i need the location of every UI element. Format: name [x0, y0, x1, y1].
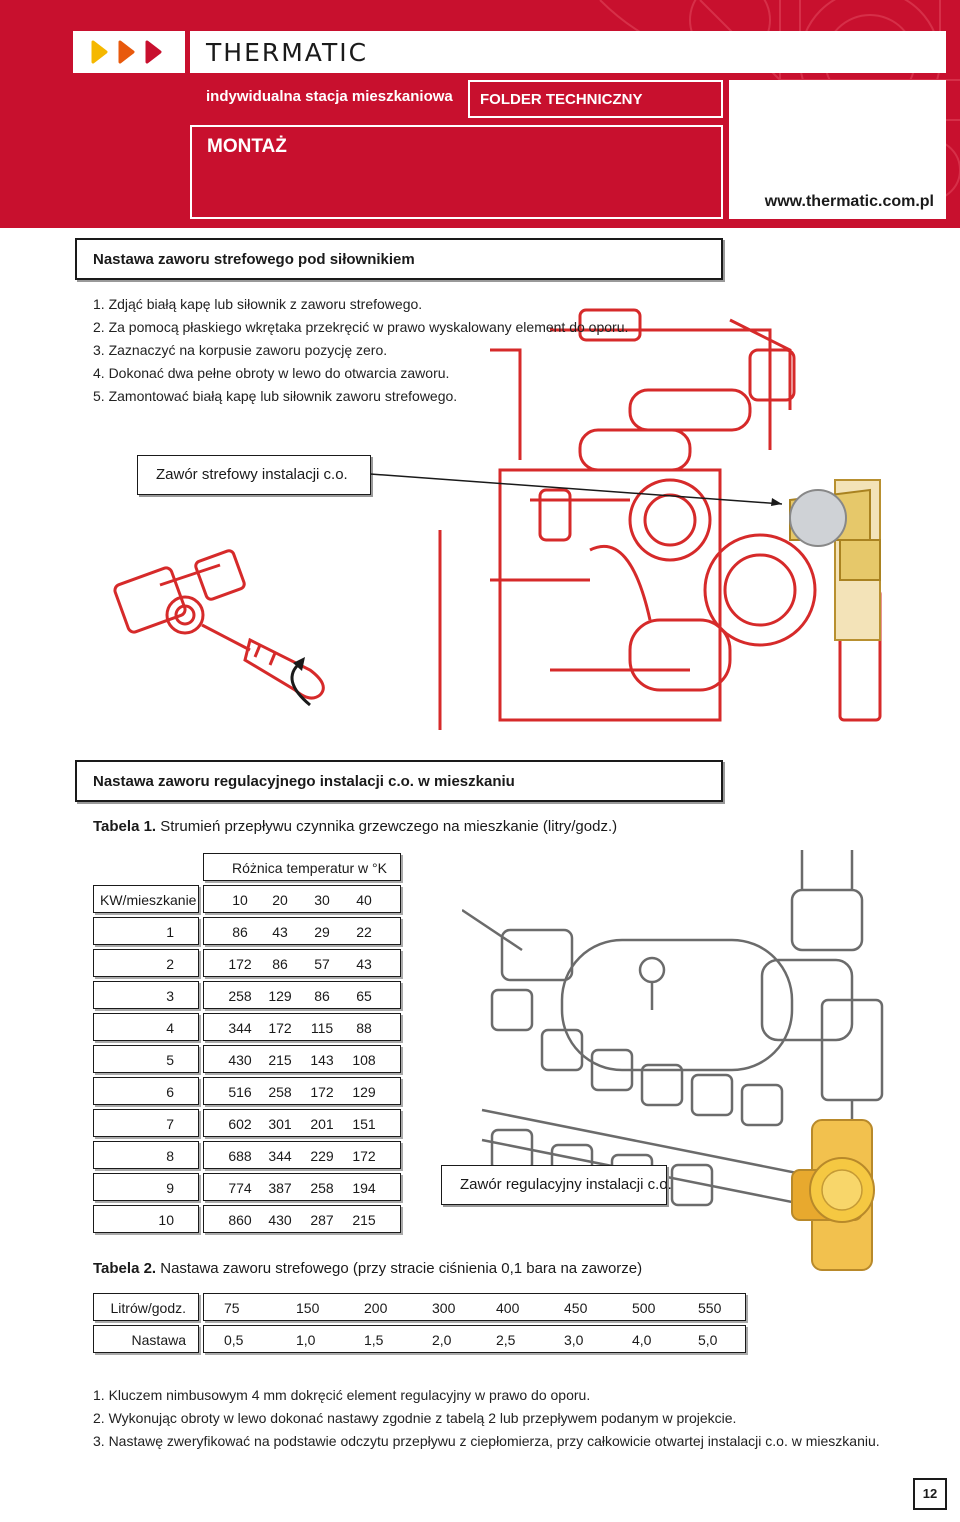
flow-value: 688: [228, 1148, 252, 1164]
flow-value: 344: [228, 1020, 252, 1036]
section-heading-zone-valve: [75, 238, 723, 280]
screwdriver-valve-drawing: [110, 545, 350, 715]
setting-value: 4,0: [632, 1332, 652, 1348]
flow-value: 143: [310, 1052, 334, 1068]
flow-value: 115: [310, 1020, 334, 1036]
header-banner: [0, 0, 960, 228]
flow-value: 301: [268, 1116, 292, 1132]
flow-value: 258: [310, 1180, 334, 1196]
row-label-text: Litrów/godz.: [110, 1300, 186, 1316]
table1-row-values: [203, 949, 401, 977]
section-title-box: [190, 125, 723, 219]
table1-row-label: [93, 1173, 199, 1201]
table1-caption-label: Tabela 1.: [93, 818, 157, 835]
callout-text: Zawór regulacyjny instalacji c.o.: [460, 1176, 672, 1193]
table1-row-values: [203, 1045, 401, 1073]
kw-value: 1: [166, 924, 174, 940]
brand-bar: [190, 31, 946, 73]
heading-text: Nastawa zaworu strefowego pod siłownikiem: [93, 251, 415, 268]
flow-value: 215: [268, 1052, 292, 1068]
table1-row-label: [93, 917, 199, 945]
setting-value: 1,5: [364, 1332, 384, 1348]
table1-row-label: [93, 1109, 199, 1137]
manifold-illustration: [462, 850, 940, 1280]
table1-row-values: [203, 1109, 401, 1137]
flow-value: 172: [268, 1020, 292, 1036]
flow-value: 430: [268, 1212, 292, 1228]
table1-group-header: [203, 853, 401, 881]
row-label-text: Nastawa: [131, 1332, 186, 1348]
flow-value: 516: [228, 1084, 252, 1100]
flow-value: 43: [272, 924, 288, 940]
flow-value: 229: [310, 1148, 334, 1164]
folder-label: FOLDER TECHNICZNY: [480, 91, 643, 108]
section-heading-control-valve: [75, 760, 723, 802]
step-5: 5. Zamontować białą kapę lub siłownik zaworu strefowego.: [93, 388, 458, 404]
flow-value: 172: [310, 1084, 334, 1100]
setting-value: 1,0: [296, 1332, 316, 1348]
kw-value: 10: [158, 1212, 174, 1228]
flow-value: 108: [352, 1052, 376, 1068]
table1-row-label: [93, 949, 199, 977]
subtitle: indywidualna stacja mieszkaniowa: [206, 88, 453, 105]
kw-value: 3: [166, 988, 174, 1004]
kw-value: 4: [166, 1020, 174, 1036]
step-3: 3. Nastawę zweryfikować na podstawie odczytu przepływu z ciepłomierza, przy całkowicie otwartej instalacji c.o. w mieszkaniu.: [93, 1433, 880, 1449]
table1-row-label: [93, 1205, 199, 1233]
flow-value: 201: [310, 1116, 334, 1132]
col-header: 30: [314, 892, 330, 908]
flow-value: 860: [228, 1212, 252, 1228]
table1-row-label: [93, 1141, 199, 1169]
brand-name: THERMATIC: [206, 38, 369, 67]
flow-value: 86: [232, 924, 248, 940]
callout-text: Zawór strefowy instalacji c.o.: [156, 466, 348, 483]
url-box: [729, 80, 946, 219]
step-3: 3. Zaznaczyć na korpusie zaworu pozycję zero.: [93, 342, 388, 358]
setting-value: 3,0: [564, 1332, 584, 1348]
flow-rate-value: 400: [496, 1300, 520, 1316]
step-2: 2. Wykonując obroty w lewo dokonać nastawy zgodnie z tabelą 2 lub przepływem podanym w projekcie.: [93, 1410, 737, 1426]
setting-value: 0,5: [224, 1332, 244, 1348]
flow-value: 129: [352, 1084, 376, 1100]
control-valve-steps: [93, 1384, 880, 1453]
logo: [73, 31, 185, 73]
flow-value: 194: [352, 1180, 376, 1196]
table1-row-values: [203, 1141, 401, 1169]
logo-arrows-icon: [93, 42, 160, 62]
section-title: MONTAŻ: [207, 136, 287, 157]
col-header: 40: [356, 892, 372, 908]
step-1: 1. Zdjąć białą kapę lub siłownik z zaworu strefowego.: [93, 296, 423, 312]
flow-value: 57: [314, 956, 330, 972]
table2-caption-text: Nastawa zaworu strefowego (przy stracie ciśnienia 0,1 bara na zaworze): [156, 1260, 643, 1277]
heading-text: Nastawa zaworu regulacyjnego instalacji c.o. w mieszkaniu: [93, 773, 515, 790]
table1-row-values: [203, 917, 401, 945]
flow-value: 151: [352, 1116, 376, 1132]
flow-rate-value: 75: [224, 1300, 240, 1316]
flow-value: 287: [310, 1212, 334, 1228]
table1-column-headers: [203, 885, 401, 913]
flow-value: 774: [228, 1180, 252, 1196]
step-4: 4. Dokonać dwa pełne obroty w lewo do otwarcia zaworu.: [93, 365, 450, 381]
table2-row1-label: [93, 1293, 199, 1321]
setting-value: 5,0: [698, 1332, 718, 1348]
flow-value: 86: [314, 988, 330, 1004]
folder-label-box: [468, 80, 723, 118]
kw-value: 5: [166, 1052, 174, 1068]
zone-valve-steps: [93, 293, 628, 408]
flow-value: 258: [228, 988, 252, 1004]
row-header-text: KW/mieszkanie: [100, 892, 197, 908]
table2-row2-values: [203, 1325, 746, 1353]
step-2: 2. Za pomocą płaskiego wkrętaka przekręcić w prawo wyskalowany element do oporu.: [93, 319, 629, 335]
table1-row-label: [93, 1045, 199, 1073]
table1-row-header: [93, 885, 199, 913]
flow-value: 258: [268, 1084, 292, 1100]
table1-row-label: [93, 1013, 199, 1041]
table1-row-values: [203, 1205, 401, 1233]
flow-value: 172: [352, 1148, 376, 1164]
table1-row-values: [203, 1013, 401, 1041]
flow-value: 29: [314, 924, 330, 940]
flow-rate-value: 150: [296, 1300, 320, 1316]
kw-value: 8: [166, 1148, 174, 1164]
flow-value: 22: [356, 924, 372, 940]
setting-value: 2,0: [432, 1332, 452, 1348]
flow-value: 65: [356, 988, 372, 1004]
website-url[interactable]: www.thermatic.com.pl: [764, 193, 934, 210]
flow-value: 387: [268, 1180, 292, 1196]
flow-value: 602: [228, 1116, 252, 1132]
kw-value: 7: [166, 1116, 174, 1132]
kw-value: 9: [166, 1180, 174, 1196]
flow-value: 43: [356, 956, 372, 972]
step-1: 1. Kluczem nimbusowym 4 mm dokręcić element regulacyjny w prawo do oporu.: [93, 1387, 591, 1403]
flow-value: 215: [352, 1212, 376, 1228]
kw-value: 2: [166, 956, 174, 972]
table1-caption-text: Strumień przepływu czynnika grzewczego na mieszkanie (litry/godz.): [156, 818, 618, 835]
control-valve-callout: [441, 1165, 672, 1205]
flow-rate-value: 450: [564, 1300, 588, 1316]
table2-caption-label: Tabela 2.: [93, 1260, 157, 1277]
flow-rate-value: 200: [364, 1300, 388, 1316]
page-number: 12: [913, 1478, 947, 1510]
setting-value: 2,5: [496, 1332, 516, 1348]
flow-value: 88: [356, 1020, 372, 1036]
zone-valve-callout: [137, 455, 371, 495]
flow-rate-value: 550: [698, 1300, 722, 1316]
table1-row-values: [203, 981, 401, 1009]
table2-caption: [93, 1260, 642, 1277]
table1-row-values: [203, 1173, 401, 1201]
flow-rate-value: 500: [632, 1300, 656, 1316]
flow-value: 86: [272, 956, 288, 972]
group-header-text: Różnica temperatur w °K: [232, 860, 387, 876]
table2-row1-values: [203, 1293, 746, 1321]
col-header: 10: [232, 892, 248, 908]
callout-arrow: [370, 470, 790, 510]
flow-value: 344: [268, 1148, 292, 1164]
table1-row-label: [93, 1077, 199, 1105]
table2-row2-label: [93, 1325, 199, 1353]
flow-rate-value: 300: [432, 1300, 456, 1316]
flow-value: 172: [228, 956, 252, 972]
table1-caption: [93, 818, 617, 835]
kw-value: 6: [166, 1084, 174, 1100]
col-header: 20: [272, 892, 288, 908]
table1-row-label: [93, 981, 199, 1009]
flow-value: 129: [268, 988, 292, 1004]
table1-row-values: [203, 1077, 401, 1105]
flow-value: 430: [228, 1052, 252, 1068]
